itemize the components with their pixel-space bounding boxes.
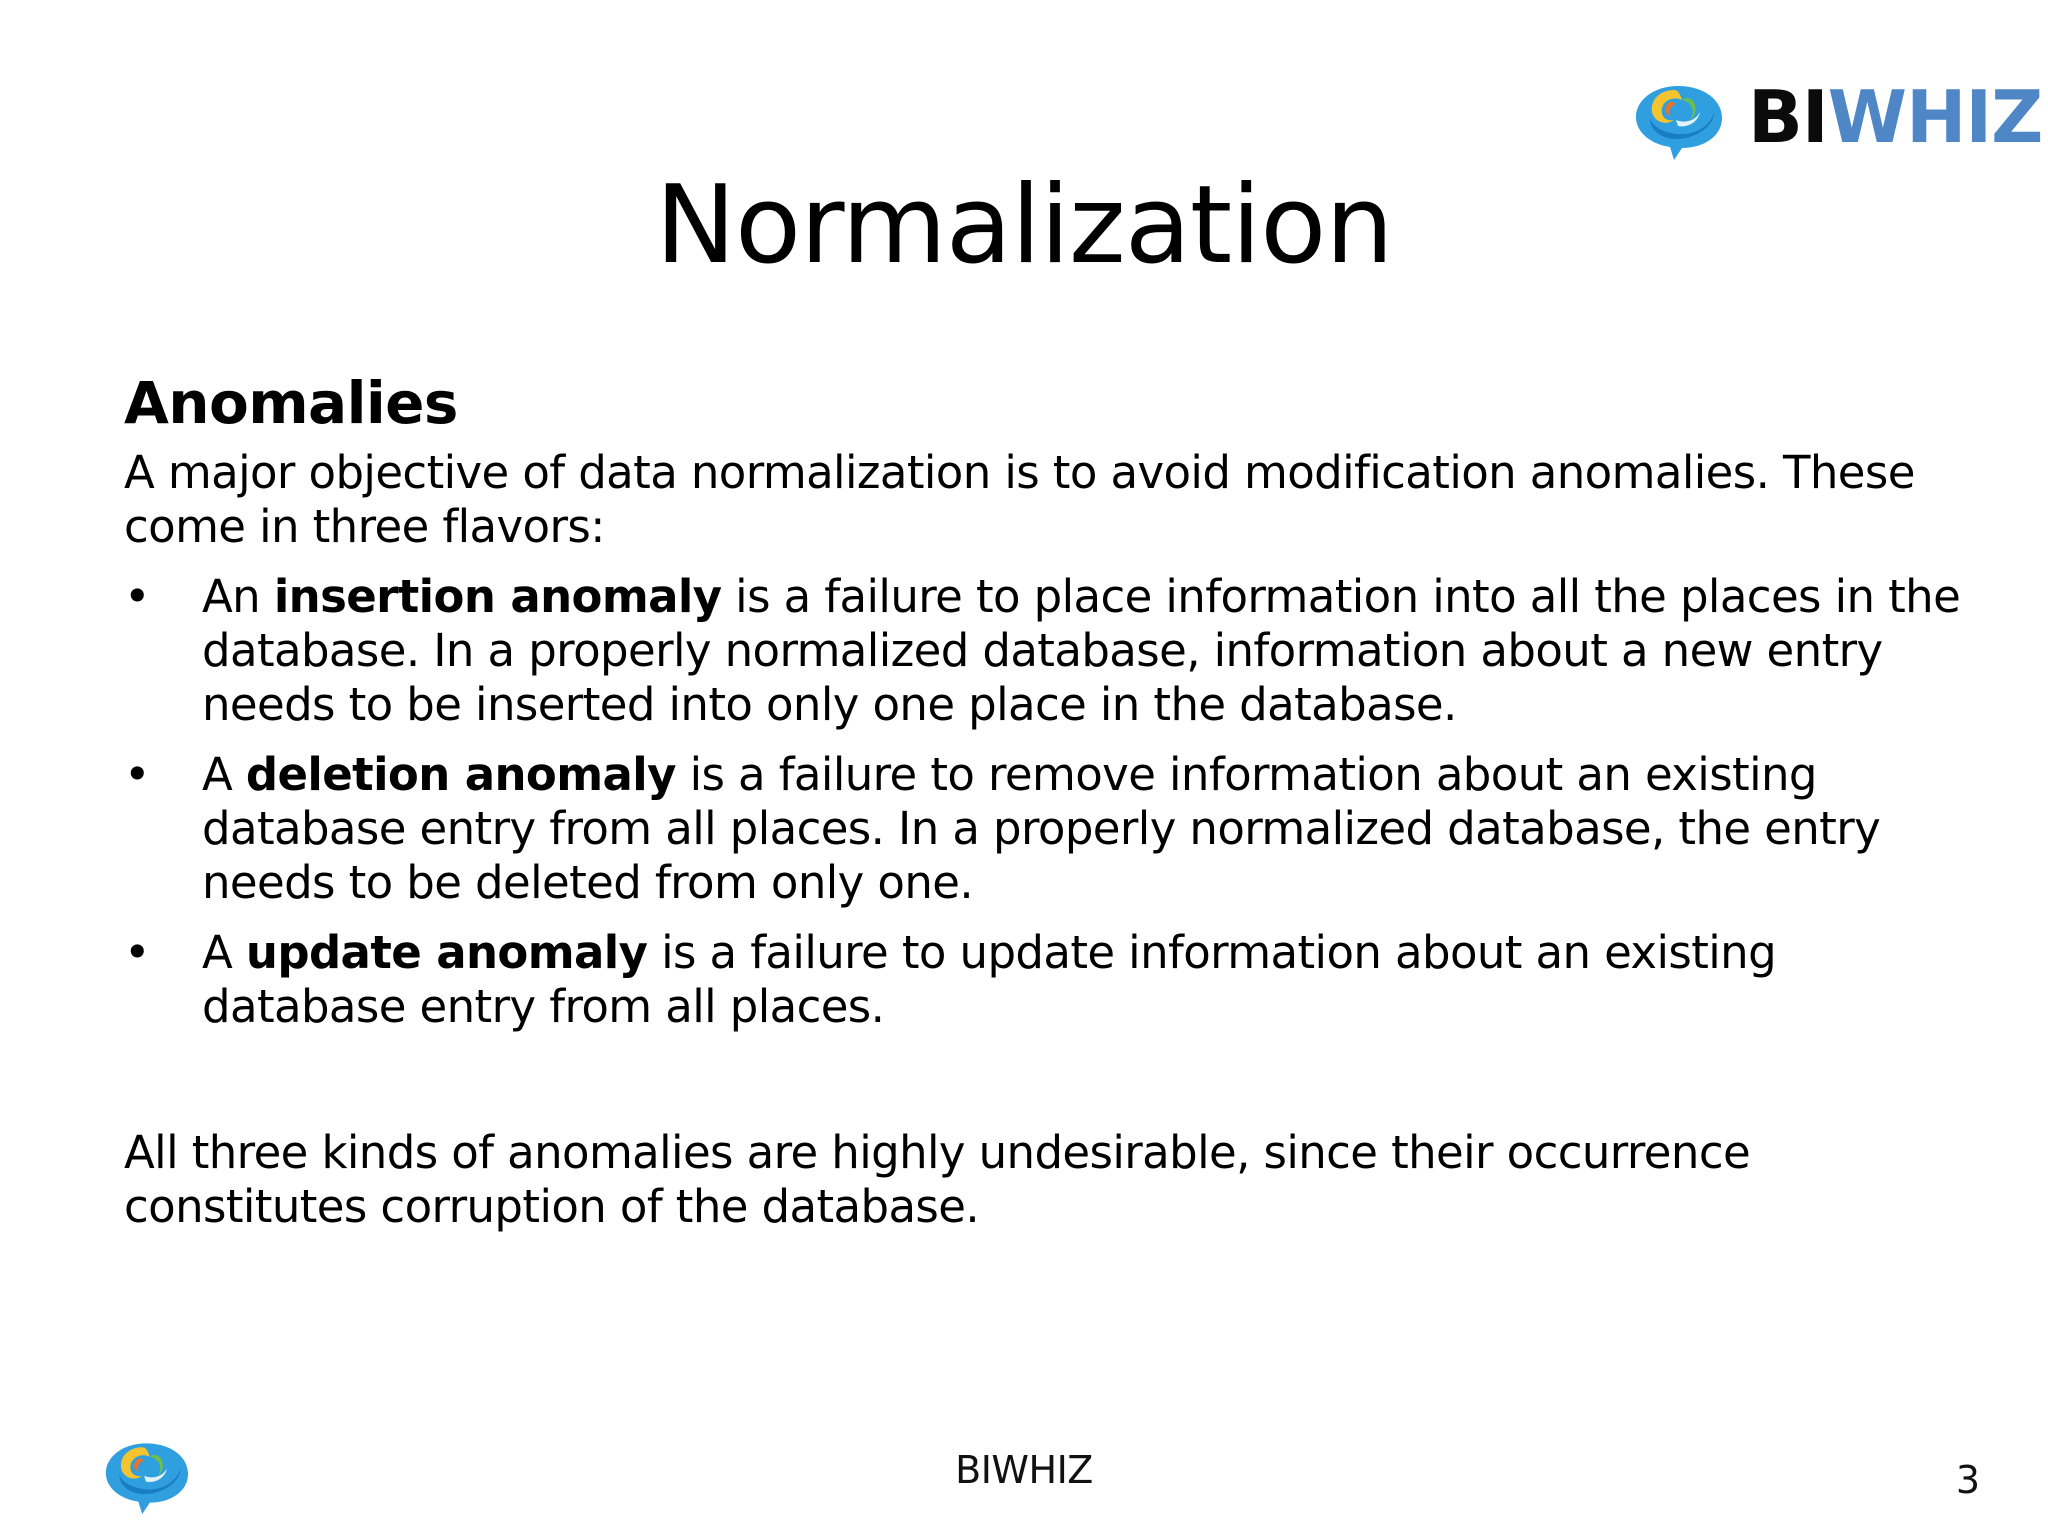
bullet-text: is a failure to update information about an existing database entry from all places. — [202, 926, 1777, 1033]
section-heading: Anomalies — [124, 369, 458, 437]
bullet-icon: • — [124, 926, 150, 979]
term-deletion-anomaly: deletion anomaly — [245, 748, 676, 801]
page-number: 3 — [1955, 1458, 1980, 1502]
list-item-insertion — [124, 570, 1964, 732]
list-item-deletion — [124, 748, 1964, 910]
slide-title: Normalization — [655, 163, 1393, 288]
bullet-prefix: An — [202, 570, 274, 623]
term-insertion-anomaly: insertion anomaly — [273, 570, 722, 623]
anomaly-list — [124, 570, 1964, 1034]
slide-content — [124, 368, 1964, 1234]
brand-logo — [1630, 72, 2042, 162]
bullet-icon: • — [124, 748, 150, 801]
speech-bubble-swirl-icon — [1630, 72, 1726, 162]
intro-paragraph: A major objective of data normalization is to avoid modification anomalies. These come in three flavors: — [124, 446, 1915, 553]
brand-wordmark-bi: BI — [1748, 75, 1828, 159]
brand-wordmark — [1748, 75, 2043, 159]
closing-paragraph: All three kinds of anomalies are highly undesirable, since their occurrence constitutes corruption of the database. — [124, 1126, 1751, 1233]
bullet-text: is a failure to remove information about an existing database entry from all places. In a properly normalized database, the entry needs to be deleted from only one. — [202, 748, 1881, 909]
bullet-prefix: A — [202, 926, 246, 979]
term-update-anomaly: update anomaly — [245, 926, 648, 979]
bullet-icon: • — [124, 570, 150, 623]
bullet-text: is a failure to place information into all the places in the database. In a properly normalized database, information about a new entry needs to be inserted into only one place in the database. — [202, 570, 1961, 731]
footer-text: BIWHIZ — [955, 1448, 1093, 1492]
bullet-prefix: A — [202, 748, 246, 801]
list-item-update — [124, 926, 1964, 1034]
brand-wordmark-whiz: WHIZ — [1827, 75, 2043, 159]
